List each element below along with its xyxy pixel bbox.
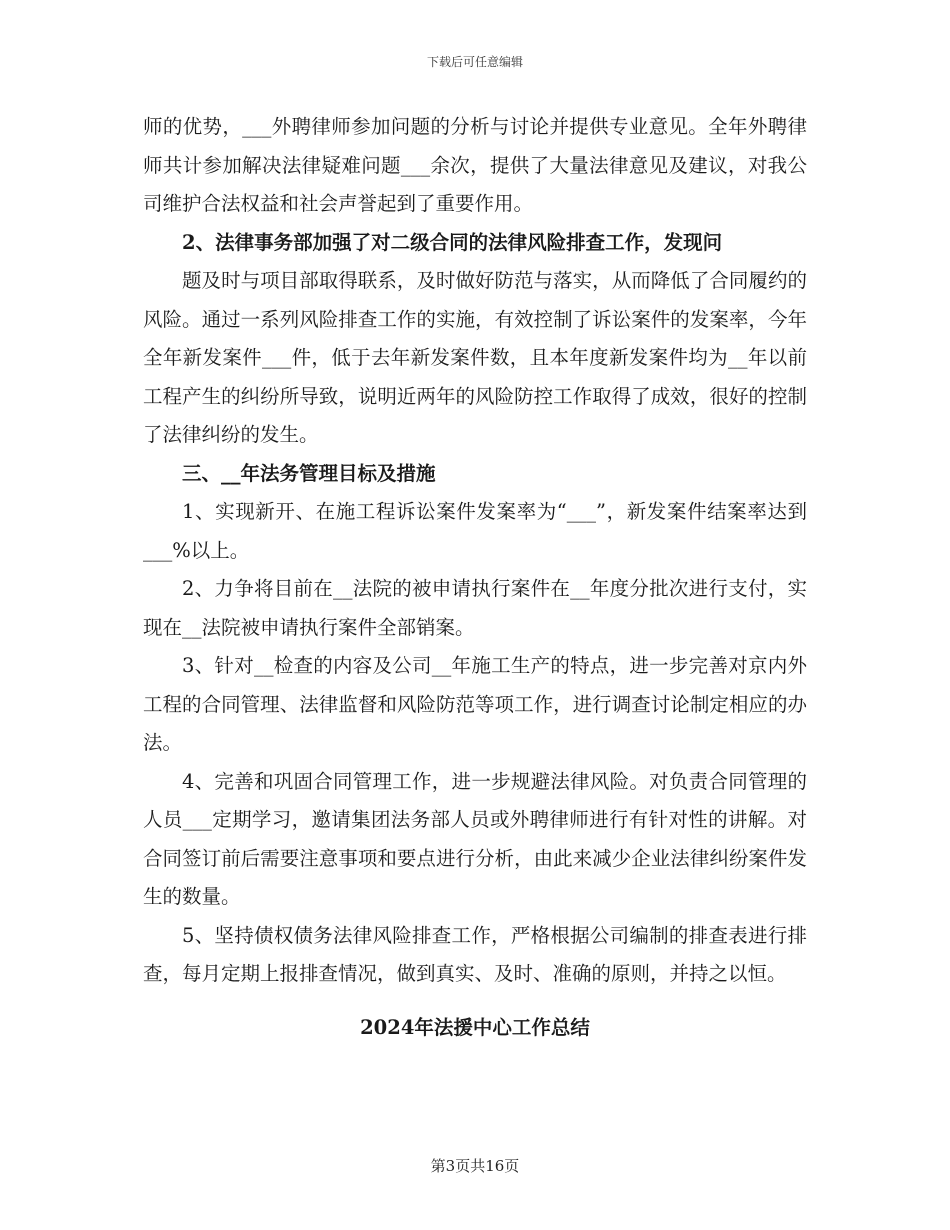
list-item-3: 3、针对__检查的内容及公司__年施工生产的特点，进一步完善对京内外工程的合同管理、法律监督和风险防范等项工作，进行调查讨论制定相应的办法。	[143, 654, 807, 754]
paragraph-risk-check: 题及时与项目部取得联系，及时做好防范与落实，从而降低了合同履约的风险。通过一系列风险排查工作的实施，有效控制了诉讼案件的发案率，今年全年新发案件___件，低于去年新发案件数，且本年度新发案件均为__年以前工程产生的纠纷所导致，说明近两年的风险防控工作取得了成效，很好的控制了法律纠纷的发生。	[143, 269, 807, 446]
page-footer: 第3页共16页	[430, 1157, 520, 1175]
list-item-4: 4、完善和巩固合同管理工作，进一步规避法律风险。对负责合同管理的人员___定期学习，邀请集团法务部人员或外聘律师进行有针对性的讲解。对合同签订前后需要注意事项和要点进行分析，由此来减少企业法律纠纷案件发生的数量。	[143, 769, 807, 908]
heading-risk-check: 2、法律事务部加强了对二级合同的法律风险排查工作，发现问	[182, 230, 723, 254]
heading-section-three: 三、__年法务管理目标及措施	[182, 461, 436, 485]
document-body	[143, 108, 807, 994]
section-title: 2024年法援中心工作总结	[360, 1016, 590, 1039]
list-item-2: 2、力争将目前在__法院的被申请执行案件在__年度分批次进行支付，实现在__法院被申请执行案件全部销案。	[143, 577, 807, 639]
paragraph-lawyer-advantage: 师的优势，___外聘律师参加问题的分析与讨论并提供专业意见。全年外聘律师共计参加解决法律疑难问题___余次，提供了大量法律意见及建议，对我公司维护合法权益和社会声誉起到了重要作用。	[143, 115, 807, 215]
page-header: 下载后可任意编辑	[426, 55, 523, 69]
list-item-1: 1、实现新开、在施工程诉讼案件发案率为“___”，新发案件结案率达到___%以上。	[143, 500, 807, 562]
list-item-5: 5、坚持债权债务法律风险排查工作，严格根据公司编制的排查表进行排查，每月定期上报排查情况，做到真实、及时、准确的原则，并持之以恒。	[143, 923, 807, 985]
